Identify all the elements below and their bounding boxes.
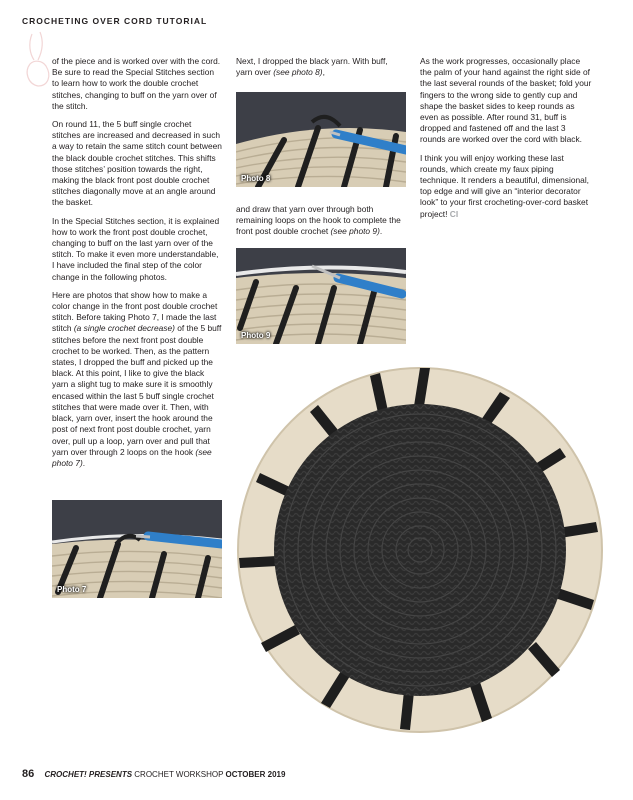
photo-8 <box>236 92 406 187</box>
article-column-2-top <box>236 56 406 85</box>
paragraph <box>236 56 406 78</box>
paragraph-emphasis: (a single crochet decrease) <box>73 323 175 334</box>
photo-reference: (see photo 8) <box>273 67 323 78</box>
paragraph-text: Here are photos that show how to make a color change in the front post double crochet stitch. Before taking Photo 7, I made the last stitch <box>52 289 218 334</box>
photo-reference: (see photo 9) <box>330 226 380 237</box>
end-mark: CI <box>449 208 459 219</box>
photo-7-label: Photo 7 <box>57 585 87 594</box>
page-number: 86 <box>22 768 35 780</box>
paragraph-text: Next, I dropped the black yarn. With buff, yarn over <box>236 56 388 78</box>
photo-7 <box>52 500 222 598</box>
paragraph <box>420 153 592 220</box>
paragraph <box>236 204 406 238</box>
issue-date: OCTOBER 2019 <box>225 770 286 779</box>
paragraph: In the Special Stitches section, it is explained how to work the front post double crochet, changing to buff on the last yarn over of the stitch. To make it even more understandable, I have included the final step of the color change in the following photos. <box>52 215 220 282</box>
paragraph: As the work progresses, occasionally place the palm of your hand against the right side of the last several rounds of the basket; fold your fingers to the wrong side to gently cup and shape the basket sides to keep rounds as even as possible. After round 31, buff is dropped and fastened off and the last 3 rounds are worked over the cord with black. <box>420 56 592 145</box>
paragraph: of the piece and is worked over with the cord. Be sure to read the Special Stitches section to learn how to work the double crochet stitches, changing to buff on the yarn over of the stitch. <box>52 56 221 111</box>
article-column-1 <box>52 56 222 476</box>
paragraph-text: and draw that yarn over through both remaining loops on the hook to complete the front post double crochet <box>236 204 401 237</box>
bunny-watermark-icon <box>24 30 54 88</box>
photo-7-image <box>52 500 222 598</box>
article-column-2-middle <box>236 204 406 245</box>
paragraph-text: I think you will enjoy working these last rounds, which create my faux piping technique. It renders a beautiful, dimensional, top edge and will give an “interior decorator look” to your first crocheting-over-cord basket project! <box>420 152 590 219</box>
photo-8-image <box>236 92 406 187</box>
paragraph-text: . <box>379 226 383 237</box>
photo-9-label: Photo 9 <box>241 331 271 340</box>
workshop-name: CROCHET WORKSHOP <box>132 770 226 779</box>
photo-9 <box>236 248 406 344</box>
publication-name: CROCHET! PRESENTS <box>44 770 133 779</box>
paragraph <box>52 290 222 469</box>
photo-9-image <box>236 248 406 344</box>
photo-8-label: Photo 8 <box>241 174 271 183</box>
article-column-3 <box>420 56 592 227</box>
paragraph-text: , <box>322 67 325 78</box>
paragraph: On round 11, the 5 buff single crochet stitches are increased and decreased in such a way to retain the same stitch count between the black double crochet stitches. This shifts those stitches’ position towards the right, making the black front post double crochet stitches diagonally move at an angle around the basket. <box>52 119 222 208</box>
photo-reference: (see photo 7) <box>52 446 212 468</box>
paragraph-text: of the 5 buff stitches before the next front post double crochet to be worked. Then, as the pattern states, I dropped the buff and picked up the black. At this point, I like to give the black yarn a slight tug to make sure it is smoothly encased within the last 5 buff single crochet stitches that were made over it. Then, with black, yarn over, insert the hook around the post of next front post double crochet, yarn over, pull up a loop, yarn over and pull that yarn over through 2 loops on the hook <box>52 323 222 457</box>
paragraph-text: . <box>82 457 86 468</box>
finished-basket-photo <box>230 362 610 740</box>
page-header-title: CROCHETING OVER CORD TUTORIAL <box>22 16 208 26</box>
page-footer <box>22 768 285 780</box>
